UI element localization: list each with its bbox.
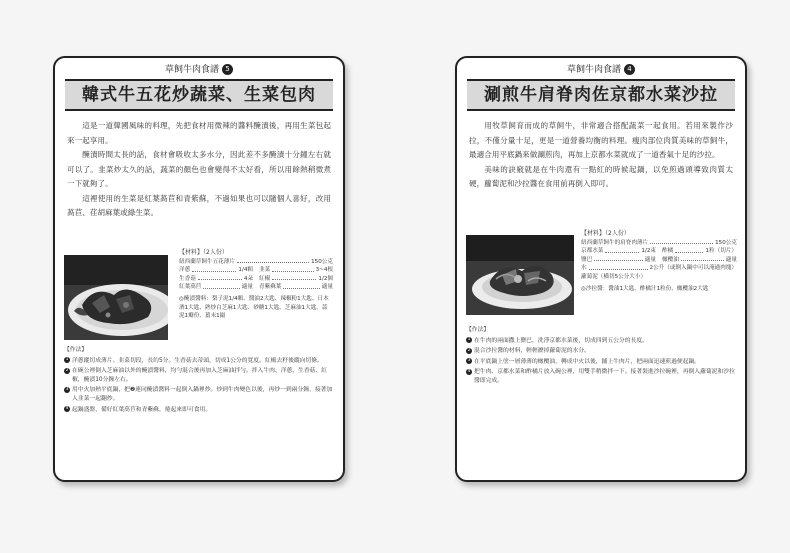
- intro-paragraph: 這是一道韓國風味的料理，先把食材用微辣的醬料醃漬後，再用生菜包起來一起享用。: [67, 121, 331, 145]
- step-number-badge: 4: [467, 368, 471, 374]
- ingredient-pair: 紅葉萵苣 適量 青紫蘇葉 適量: [179, 284, 333, 291]
- ingredient-row: 紐西蘭草飼牛五花薄片 150公克: [179, 258, 333, 265]
- intro-paragraph: 這裡使用的生菜是紅葉萵苣和青紫蘇，不過如果也可以隨個人喜好，改用萵苣、荏胡麻葉或綠生菜。: [67, 193, 331, 217]
- method-step: 1 在牛肉的兩面撒上鹽巴，洗淨京都水菜後，切成四到五公分的長度。: [467, 337, 648, 344]
- method-heading: 【作法】: [466, 327, 490, 333]
- step-number-badge: 3: [65, 386, 69, 392]
- ingredient-pair: 鹽巴 適量 橄欖油 適量: [581, 256, 737, 263]
- ingredients-box: [581, 230, 737, 293]
- method-heading: 【作法】: [64, 347, 88, 353]
- method-step: 3 用中火加熱平底鍋，把❷連同醃漬醬料一起倒入鍋裡炒。炒到牛肉變色以後，再炒一到兩分鐘，接著加入韭菜一起翻炒。: [65, 386, 333, 402]
- intro-paragraph: 用牧草飼育而成的草飼牛，非常適合搭配蔬菜一起食用。若用來製作沙拉，不僅分量十足，更是一道營養均衡的料理。瘦肉部位肉質美味的草飼牛，最適合用平底鍋來做涮煎肉，再加上京都水菜就成了一道香氣十足的沙拉。: [469, 121, 733, 159]
- recipe-title: 韓式牛五花炒蔬菜、生菜包肉: [65, 79, 333, 111]
- intro-paragraph: 美味的訣竅就是在牛肉還有一點紅的時候起鍋，以免煎過頭導致肉質太硬，蘿蔔泥和沙拉醬在食用前再倒入即可。: [469, 164, 733, 188]
- method-step: 4 起鍋盛盤，備好紅葉萵苣和青紫蘇，捲起來即可食用。: [65, 406, 212, 413]
- method-step: 2 混合沙拉醬的材料，輕輕瀝掉蘿蔔泥的水分。: [467, 347, 590, 355]
- ingredient-pair: 生香菇 4朵 紅椒 1/2個: [179, 275, 333, 282]
- ingredients-heading: 【材料】（2人份）: [581, 230, 630, 237]
- step-number-badge: 3: [467, 358, 471, 364]
- series-text: 草飼牛肉食譜: [566, 65, 621, 75]
- series-number-badge: 4: [624, 64, 635, 75]
- recipe-title: 涮煎牛肩脊肉佐京都水菜沙拉: [467, 79, 735, 111]
- dish-photo: [64, 255, 168, 340]
- series-label: [457, 62, 745, 74]
- step-number-badge: 1: [65, 357, 69, 363]
- intro-paragraph: 醃漬時間太長的話，食材會吸收太多水分，因此差不多醃漬十分鐘左右就可以了。韭菜炒太久的話，蔬菜的顏色也會變得不太好看，所以用餘熱稍微煮一下就夠了。: [67, 150, 331, 188]
- series-text: 草飼牛肉食譜: [164, 65, 219, 75]
- method-steps: [466, 326, 738, 386]
- step-number-badge: 2: [467, 347, 471, 353]
- recipe-card-left: [53, 56, 345, 482]
- method-step: 4 把牛肉、京都水菜和酢橘片放入碗公裡，用雙手稍微拌一下。接著裝進沙拉碗裡，再倒入蘿蔔泥和沙拉醬即完成。: [467, 368, 735, 384]
- step-number-badge: 2: [65, 367, 69, 373]
- sauce-ingredients: ◎沙拉醬：醬油1大匙、酢橘汁1粒份、橄欖油2大匙: [581, 285, 709, 292]
- ingredient-pair: 洋蔥 1/4顆 韭菜 3~4根: [179, 267, 333, 274]
- step-number-badge: 4: [65, 406, 69, 412]
- recipe-intro: [469, 119, 733, 192]
- recipe-card-right: [455, 56, 747, 482]
- method-step: 2 在碗公裡倒入芝麻油以外的醃漬醬料，均勻混合後再加入芝麻油拌勻。拌入牛肉、洋蔥、生香菇、紅椒，醃漬10分鐘左右。: [65, 367, 328, 383]
- ingredient-pair: 京都水菜 1/2束 酢橘 1粒（切片）: [581, 248, 737, 255]
- dish-photo: [466, 235, 574, 315]
- step-number-badge: 1: [467, 337, 471, 343]
- sauce-ingredients: ◎醃漬醬料：梨子泥1/4顆、醬油2大匙、辣椒粉1大匙、日本酒1大匙、熟炒白芝麻1大匙、砂糖1大匙、芝麻油1大匙、蒜泥1瓣份、薑末1撮: [179, 295, 329, 320]
- ingredient-row: 紐西蘭草飼牛的肩脊肉薄片 150公克: [581, 239, 737, 246]
- ingredient-row: 水 2公升（或倒入鍋中可以淹過肉塊）: [581, 265, 737, 272]
- method-step: 3 在平底鍋上塗一層薄薄的橄欖油，轉成中火以後，鋪上牛肉片，把兩面迅速煎過便起鍋。: [467, 358, 701, 365]
- method-steps: [64, 346, 336, 414]
- ingredient-row: 蘿蔔泥（橫切5公分大小）: [581, 273, 647, 280]
- ingredients-heading: 【材料】（2人份）: [179, 249, 228, 256]
- ingredients-box: [179, 249, 333, 321]
- series-label: [55, 62, 343, 74]
- method-step: 1 洋蔥縱切成薄片。韭菜切段，長約5分。生香菇去蒂頭，切成1公分的寬度。紅椒去籽後縱向切條。: [65, 357, 323, 364]
- recipe-intro: [67, 119, 331, 221]
- series-number-badge: 5: [222, 64, 233, 75]
